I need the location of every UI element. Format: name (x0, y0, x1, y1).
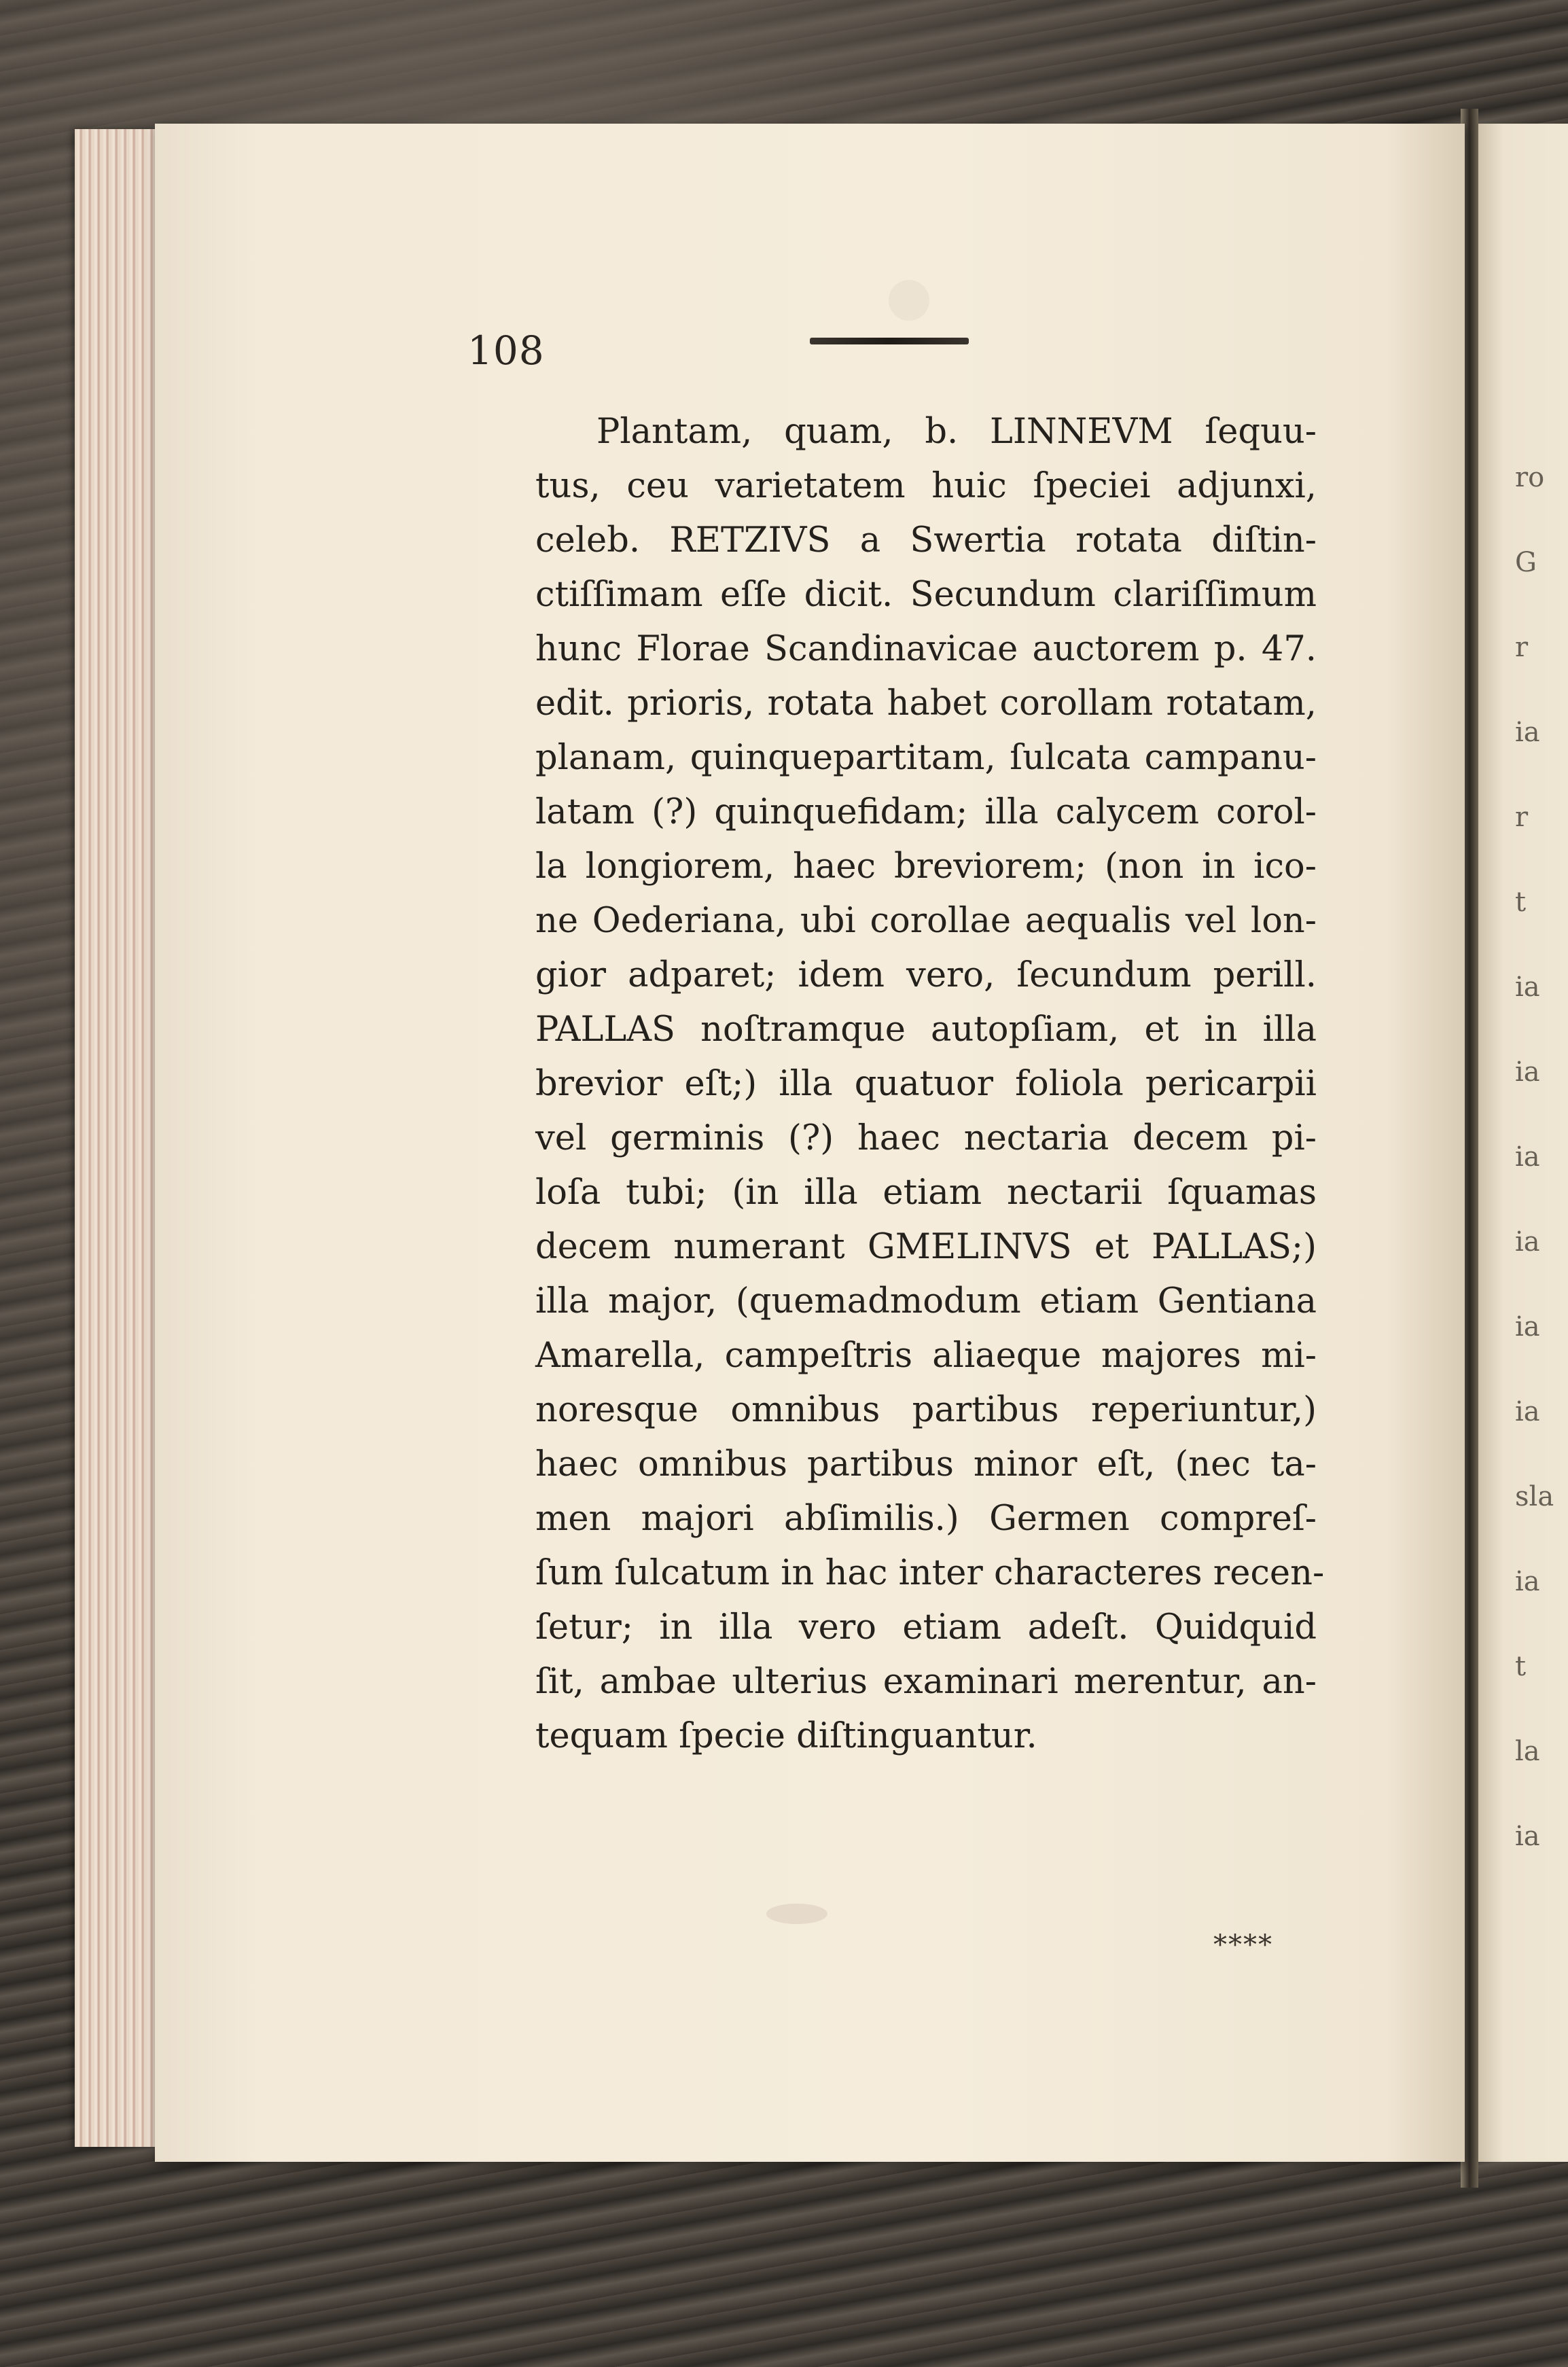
facing-page-fragment: r (1515, 632, 1529, 663)
body-text (535, 405, 1325, 1764)
text-line: gior adparet; idem vero, ſecundum perill. (535, 955, 1317, 995)
facing-page-fragment: ia (1515, 1056, 1540, 1088)
text-line: noresque omnibus partibus reperiuntur,) (535, 1390, 1317, 1430)
facing-page-fragment: ia (1515, 1226, 1540, 1258)
text-line: ne Oederiana, ubi corollae aequalis vel lon- (535, 901, 1317, 941)
ornament-rule (810, 338, 969, 344)
text-line: illa major, (quemadmodum etiam Gentiana (535, 1281, 1317, 1321)
page-edges (75, 129, 156, 2147)
text-line: ſum ſulcatum in hac inter characteres recen- (535, 1553, 1325, 1593)
text-line: decem numerant GMELINVS et PALLAS;) (535, 1227, 1317, 1267)
text-line: loſa tubi; (in illa etiam nectarii ſquamas (535, 1173, 1317, 1213)
text-line: brevior eſt;) illa quatuor foliola pericarpii (535, 1064, 1317, 1104)
page-number: 108 (467, 327, 545, 374)
text-line: men majori abſimilis.) Germen compreſ- (535, 1499, 1317, 1539)
facing-page-fragment: la (1515, 1736, 1540, 1767)
facing-page-fragment: t (1515, 1651, 1527, 1682)
text-line: ſit, ambae ulterius examinari merentur, an- (535, 1662, 1317, 1702)
facing-page-fragment: ia (1515, 1566, 1540, 1597)
facing-page-fragment: t (1515, 887, 1527, 918)
text-line: Plantam, quam, b. LINNEVM ſequu- (596, 412, 1317, 452)
page-smudge (889, 280, 929, 321)
text-line: tequam ſpecie diſtinguantur. (535, 1716, 1037, 1756)
text-line: latam (?) quinquefidam; illa calycem corol- (535, 792, 1317, 832)
page-smudge (766, 1904, 827, 1924)
text-line: tus, ceu varietatem huic ſpeciei adjunxi, (535, 466, 1317, 506)
text-line: haec omnibus partibus minor eſt, (nec ta- (535, 1444, 1317, 1484)
facing-page-fragment: ia (1515, 1311, 1540, 1342)
text-line: vel germinis (?) haec nectaria decem pi- (535, 1118, 1317, 1158)
facing-page-fragment: ia (1515, 1821, 1540, 1852)
text-line: Amarella, campeſtris aliaeque majores mi- (535, 1336, 1317, 1376)
facing-page-fragment: ia (1515, 1141, 1540, 1173)
text-line: hunc Florae Scandinavicae auctorem p. 47. (535, 629, 1317, 669)
end-mark: **** (1213, 1929, 1273, 1961)
facing-page-fragment: ia (1515, 717, 1540, 748)
text-line: ctiſſimam eſſe dicit. Secundum clariſſimum (535, 575, 1317, 615)
text-line: la longiorem, haec breviorem; (non in ico- (535, 847, 1317, 887)
text-line: planam, quinquepartitam, ſulcata campanu- (535, 738, 1317, 778)
facing-page-fragment: r (1515, 802, 1529, 833)
facing-page-fragment: sla (1515, 1481, 1554, 1512)
facing-page-fragment: ia (1515, 1396, 1540, 1427)
text-line: edit. prioris, rotata habet corollam rotatam, (535, 683, 1317, 724)
facing-page-fragment: G (1515, 547, 1537, 578)
text-line: PALLAS noſtramque autopſiam, et in illa (535, 1010, 1317, 1050)
text-line: celeb. RETZIVS a Swertia rotata diſtin- (535, 520, 1317, 560)
facing-page-fragment: ro (1515, 462, 1545, 493)
text-line: ſetur; in illa vero etiam adeſt. Quidquid (535, 1607, 1317, 1648)
facing-page-fragment: ia (1515, 972, 1540, 1003)
